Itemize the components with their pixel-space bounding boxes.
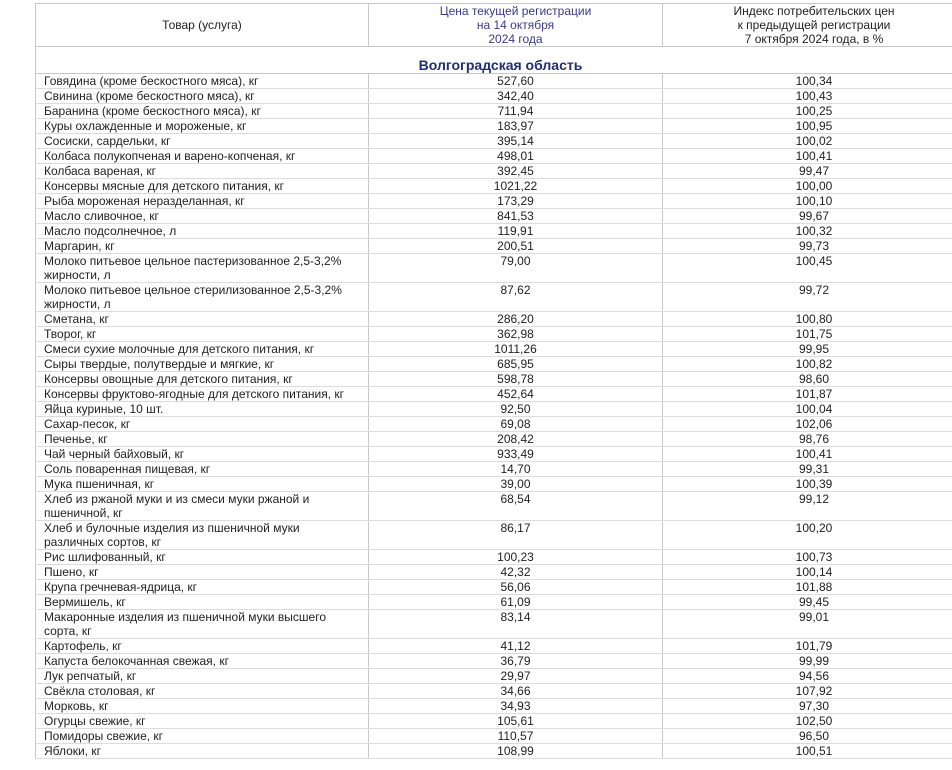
table-row	[36, 462, 952, 477]
product-name-cell: Свинина (кроме бескостного мяса), кг	[36, 89, 369, 104]
product-name-cell: Баранина (кроме бескостного мяса), кг	[36, 104, 369, 119]
table-row	[36, 610, 952, 639]
table-row	[36, 119, 952, 134]
table-row	[36, 714, 952, 729]
table-row	[36, 565, 952, 580]
index-cell: 99,12	[663, 492, 952, 521]
table-row	[36, 387, 952, 402]
price-cell: 87,62	[369, 283, 663, 312]
index-cell: 100,39	[663, 477, 952, 492]
table-row	[36, 104, 952, 119]
table-row	[36, 254, 952, 283]
index-cell: 100,82	[663, 357, 952, 372]
index-cell: 101,75	[663, 327, 952, 342]
table-row	[36, 432, 952, 447]
price-cell: 39,00	[369, 477, 663, 492]
index-cell: 107,92	[663, 684, 952, 699]
index-cell: 99,72	[663, 283, 952, 312]
index-cell: 99,47	[663, 164, 952, 179]
index-cell: 100,34	[663, 74, 952, 89]
table-row	[36, 209, 952, 224]
price-cell: 452,64	[369, 387, 663, 402]
table-header	[36, 4, 952, 47]
table-row	[36, 312, 952, 327]
table-row	[36, 477, 952, 492]
header-price-line: на 14 октября	[476, 18, 555, 32]
header-price-line: Цена текущей регистрации	[439, 4, 592, 18]
product-name-cell: Капуста белокочанная свежая, кг	[36, 654, 369, 669]
index-cell: 100,43	[663, 89, 952, 104]
price-cell: 498,01	[369, 149, 663, 164]
product-name-cell: Пшено, кг	[36, 565, 369, 580]
price-cell: 61,09	[369, 595, 663, 610]
index-cell: 100,51	[663, 744, 952, 759]
price-cell: 79,00	[369, 254, 663, 283]
product-name-cell: Сыры твердые, полутвердые и мягкие, кг	[36, 357, 369, 372]
index-cell: 100,41	[663, 447, 952, 462]
product-name-cell: Консервы фруктово-ягодные для детского питания, кг	[36, 387, 369, 402]
price-cell: 119,91	[369, 224, 663, 239]
table-row	[36, 164, 952, 179]
table-row	[36, 357, 952, 372]
product-name-cell: Помидоры свежие, кг	[36, 729, 369, 744]
product-name-cell: Сметана, кг	[36, 312, 369, 327]
price-cell: 105,61	[369, 714, 663, 729]
product-name-cell: Яблоки, кг	[36, 744, 369, 759]
product-name-cell: Сахар-песок, кг	[36, 417, 369, 432]
index-cell: 99,45	[663, 595, 952, 610]
table-row	[36, 595, 952, 610]
price-cell: 933,49	[369, 447, 663, 462]
header-index-line: Индекс потребительских цен	[733, 4, 895, 18]
index-cell: 99,31	[663, 462, 952, 477]
table-row	[36, 684, 952, 699]
table-row	[36, 744, 952, 759]
product-name-cell: Мука пшеничная, кг	[36, 477, 369, 492]
product-name-cell: Морковь, кг	[36, 699, 369, 714]
index-cell: 102,50	[663, 714, 952, 729]
table-row	[36, 729, 952, 744]
product-name-cell: Колбаса полукопченая и варено-копченая, кг	[36, 149, 369, 164]
product-name-cell: Сосиски, сардельки, кг	[36, 134, 369, 149]
price-cell: 362,98	[369, 327, 663, 342]
table-row	[36, 194, 952, 209]
header-index-line: 7 октября 2024 года, в %	[744, 32, 884, 46]
index-cell: 100,25	[663, 104, 952, 119]
price-cell: 41,12	[369, 639, 663, 654]
column-header-index	[663, 4, 952, 47]
product-name-cell: Лук репчатый, кг	[36, 669, 369, 684]
price-cell: 711,94	[369, 104, 663, 119]
table-row	[36, 342, 952, 357]
index-cell: 97,30	[663, 699, 952, 714]
table-row	[36, 283, 952, 312]
product-name-cell: Картофель, кг	[36, 639, 369, 654]
header-price-line: 2024 года	[488, 32, 543, 46]
price-cell: 527,60	[369, 74, 663, 89]
price-cell: 395,14	[369, 134, 663, 149]
price-cell: 100,23	[369, 550, 663, 565]
price-cell: 86,17	[369, 521, 663, 550]
price-table-container	[35, 3, 952, 759]
price-cell: 14,70	[369, 462, 663, 477]
index-cell: 100,95	[663, 119, 952, 134]
product-name-cell: Консервы овощные для детского питания, кг	[36, 372, 369, 387]
table-row	[36, 74, 952, 89]
header-index-line: к предыдущей регистрации	[737, 18, 891, 32]
column-header-product: Товар (услуга)	[36, 4, 369, 47]
index-cell: 100,80	[663, 312, 952, 327]
table-row	[36, 417, 952, 432]
product-name-cell: Свёкла столовая, кг	[36, 684, 369, 699]
index-cell: 98,76	[663, 432, 952, 447]
product-name-cell: Крупа гречневая-ядрица, кг	[36, 580, 369, 595]
index-cell: 100,04	[663, 402, 952, 417]
table-row	[36, 521, 952, 550]
column-header-price	[369, 4, 663, 47]
product-name-cell: Огурцы свежие, кг	[36, 714, 369, 729]
price-cell: 208,42	[369, 432, 663, 447]
index-cell: 100,73	[663, 550, 952, 565]
product-name-cell: Хлеб и булочные изделия из пшеничной муки различных сортов, кг	[36, 521, 369, 550]
price-cell: 110,57	[369, 729, 663, 744]
product-name-cell: Творог, кг	[36, 327, 369, 342]
index-cell: 99,95	[663, 342, 952, 357]
index-cell: 100,32	[663, 224, 952, 239]
index-cell: 98,60	[663, 372, 952, 387]
table-row	[36, 239, 952, 254]
index-cell: 100,45	[663, 254, 952, 283]
product-name-cell: Говядина (кроме бескостного мяса), кг	[36, 74, 369, 89]
table-body	[36, 47, 952, 759]
product-name-cell: Рис шлифованный, кг	[36, 550, 369, 565]
price-cell: 685,95	[369, 357, 663, 372]
price-cell: 598,78	[369, 372, 663, 387]
price-cell: 34,93	[369, 699, 663, 714]
index-cell: 96,50	[663, 729, 952, 744]
price-cell: 1011,26	[369, 342, 663, 357]
product-name-cell: Смеси сухие молочные для детского питания, кг	[36, 342, 369, 357]
product-name-cell: Молоко питьевое цельное пастеризованное 2,5-3,2% жирности, л	[36, 254, 369, 283]
product-name-cell: Макаронные изделия из пшеничной муки высшего сорта, кг	[36, 610, 369, 639]
product-name-cell: Печенье, кг	[36, 432, 369, 447]
table-row	[36, 327, 952, 342]
table-row	[36, 179, 952, 194]
product-name-cell: Куры охлажденные и мороженые, кг	[36, 119, 369, 134]
price-cell: 69,08	[369, 417, 663, 432]
table-row	[36, 580, 952, 595]
price-cell: 342,40	[369, 89, 663, 104]
price-cell: 56,06	[369, 580, 663, 595]
table-row	[36, 699, 952, 714]
table-row	[36, 372, 952, 387]
table-row	[36, 447, 952, 462]
product-name-cell: Яйца куриные, 10 шт.	[36, 402, 369, 417]
index-cell: 99,73	[663, 239, 952, 254]
table-row	[36, 654, 952, 669]
region-row	[36, 47, 952, 74]
product-name-cell: Консервы мясные для детского питания, кг	[36, 179, 369, 194]
index-cell: 99,99	[663, 654, 952, 669]
table-row	[36, 639, 952, 654]
index-cell: 100,41	[663, 149, 952, 164]
index-cell: 99,67	[663, 209, 952, 224]
product-name-cell: Молоко питьевое цельное стерилизованное 2,5-3,2% жирности, л	[36, 283, 369, 312]
index-cell: 94,56	[663, 669, 952, 684]
price-cell: 841,53	[369, 209, 663, 224]
index-cell: 100,14	[663, 565, 952, 580]
index-cell: 101,88	[663, 580, 952, 595]
region-title: Волгоградская область	[36, 47, 952, 74]
product-name-cell: Чай черный байховый, кг	[36, 447, 369, 462]
index-cell: 100,02	[663, 134, 952, 149]
price-cell: 83,14	[369, 610, 663, 639]
index-cell: 99,01	[663, 610, 952, 639]
price-cell: 200,51	[369, 239, 663, 254]
index-cell: 102,06	[663, 417, 952, 432]
product-name-cell: Рыба мороженая неразделанная, кг	[36, 194, 369, 209]
price-cell: 36,79	[369, 654, 663, 669]
price-cell: 183,97	[369, 119, 663, 134]
index-cell: 100,20	[663, 521, 952, 550]
index-cell: 100,10	[663, 194, 952, 209]
price-cell: 108,99	[369, 744, 663, 759]
index-cell: 101,79	[663, 639, 952, 654]
price-cell: 92,50	[369, 402, 663, 417]
index-cell: 101,87	[663, 387, 952, 402]
product-name-cell: Хлеб из ржаной муки и из смеси муки ржаной и пшеничной, кг	[36, 492, 369, 521]
table-row	[36, 550, 952, 565]
table-row	[36, 134, 952, 149]
price-cell: 34,66	[369, 684, 663, 699]
product-name-cell: Вермишель, кг	[36, 595, 369, 610]
price-cell: 1021,22	[369, 179, 663, 194]
price-cell: 42,32	[369, 565, 663, 580]
product-name-cell: Колбаса вареная, кг	[36, 164, 369, 179]
price-cell: 173,29	[369, 194, 663, 209]
price-cell: 68,54	[369, 492, 663, 521]
price-cell: 29,97	[369, 669, 663, 684]
product-name-cell: Маргарин, кг	[36, 239, 369, 254]
table-row	[36, 89, 952, 104]
table-row	[36, 402, 952, 417]
product-name-cell: Масло сливочное, кг	[36, 209, 369, 224]
price-table	[35, 3, 952, 759]
table-row	[36, 149, 952, 164]
table-row	[36, 669, 952, 684]
price-cell: 392,45	[369, 164, 663, 179]
product-name-cell: Масло подсолнечное, л	[36, 224, 369, 239]
table-row	[36, 224, 952, 239]
table-row	[36, 492, 952, 521]
product-name-cell: Соль поваренная пищевая, кг	[36, 462, 369, 477]
index-cell: 100,00	[663, 179, 952, 194]
price-cell: 286,20	[369, 312, 663, 327]
